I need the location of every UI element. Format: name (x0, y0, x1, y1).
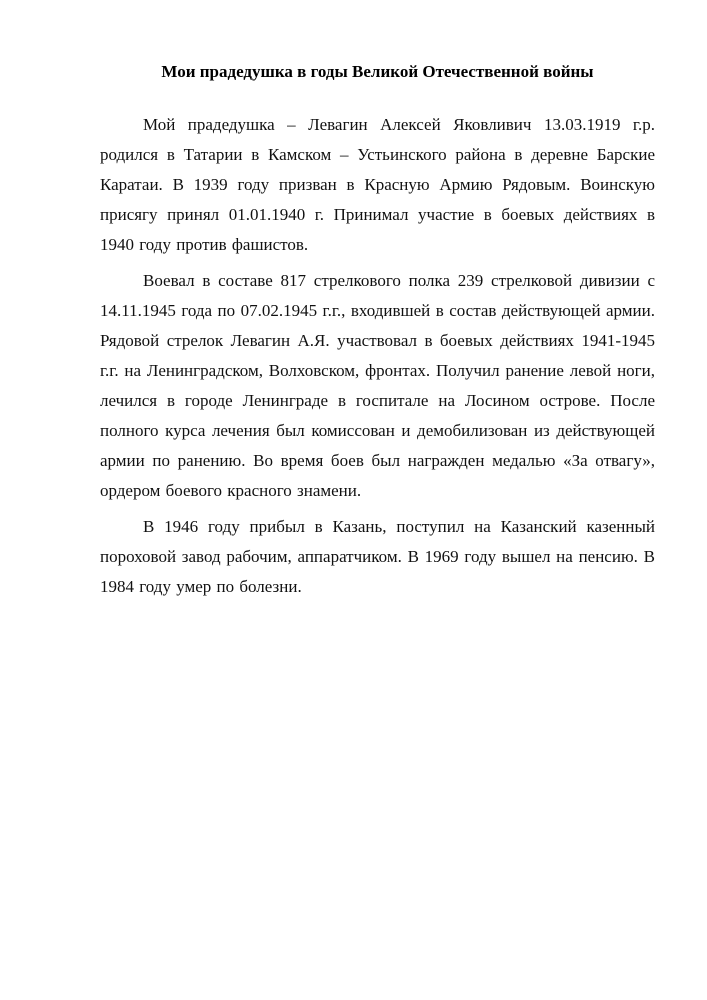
document-title: Мои прадедушка в годы Великой Отечественной войны (161, 62, 594, 81)
document-content (100, 57, 655, 608)
paragraph-postwar-life: В 1946 году прибыл в Казань, поступил на Казанский казенный пороховой завод рабочим, аппаратчиком. В 1969 году вышел на пенсию. В 1984 году умер по болезни. (100, 517, 655, 596)
paragraph-war-service: Воевал в составе 817 стрелкового полка 239 стрелковой дивизии с 14.11.1945 года по 07.02.1945 г.г., входившей в состав действующей армии. Рядовой стрелок Левагин А.Я. участвовал в боевых действиях 1941-1945 г.г. на Ленинградском, Волховском, фронтах. Получил ранение левой ноги, лечился в городе Ленинграде в госпитале на Лосином острове. После полного курса лечения был комиссован и демобилизован из действующей армии по ранению. Во время боев был награжден медалью «За отвагу», ордером боевого красного знамени. (100, 271, 655, 500)
paragraph-biography-birth: Мой прадедушка – Левагин Алексей Яковливич 13.03.1919 г.р. родился в Татарии в Камском – Устьинского района в деревне Барские Каратаи. В 1939 году призван в Красную Армию Рядовым. Воинскую присягу принял 01.01.1940 г. Принимал участие в боевых действиях в 1940 году против фашистов. (100, 115, 655, 254)
